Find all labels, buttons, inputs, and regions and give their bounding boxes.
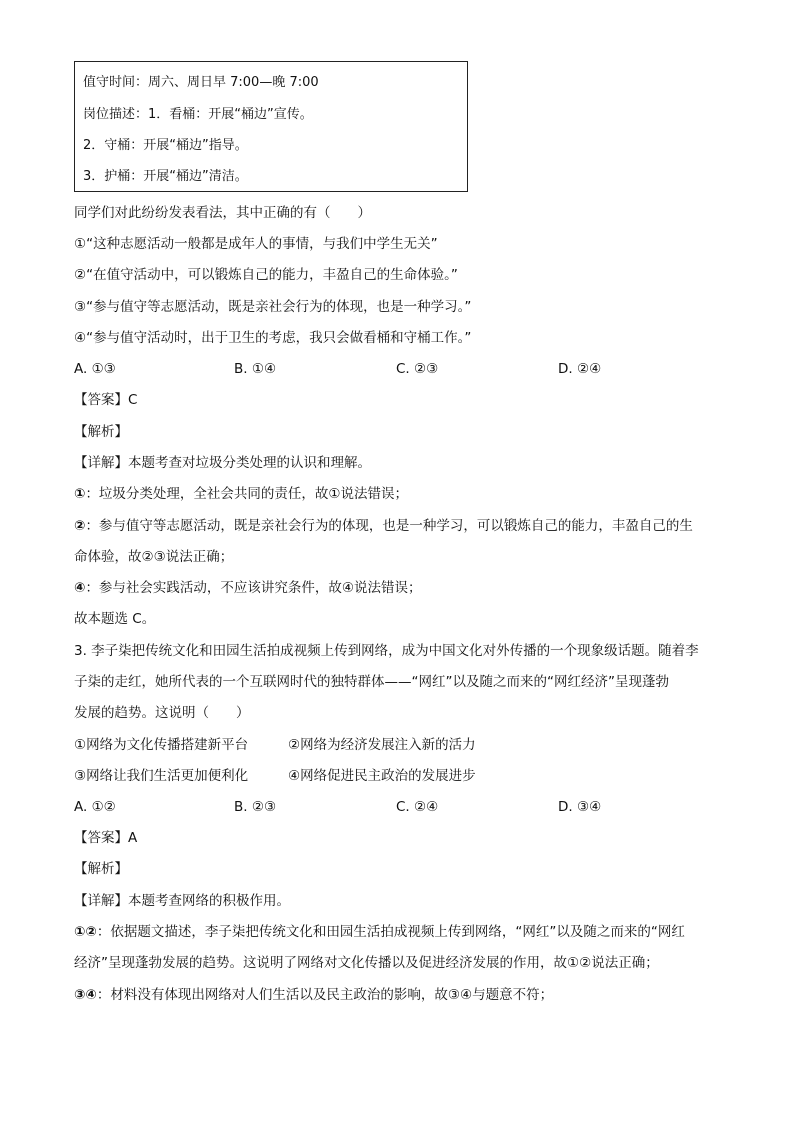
q3-stem-2: 子柒的走红，她所代表的一个互联网时代的独特群体——“网红”以及随之而来的“网红经济”呈现蓬勃 (74, 674, 669, 690)
duty-clean: 3．护桶：开展“桶边”清洁。 (83, 169, 248, 184)
q3-answer: 【答案】A (74, 830, 138, 846)
q2-detail: 【详解】本题考查对垃圾分类处理的认识和理解。 (74, 455, 371, 471)
q2-explain-4-mark: ④ (74, 580, 86, 596)
q3-stem-3: 发展的趋势。这说明（ ） (74, 705, 250, 721)
q2-answer: 【答案】C (74, 392, 138, 408)
duty-time: 值守时间：周六、周日早 7:00—晚 7:00 (83, 75, 319, 90)
q3-option-a: A. ①② (74, 799, 116, 815)
q2-conclusion: 故本题选 C。 (74, 611, 156, 627)
q3-detail: 【详解】本题考查网络的积极作用。 (74, 893, 290, 909)
duty-guard: 2．守桶：开展“桶边”指导。 (83, 138, 248, 153)
duty-info-box (74, 61, 468, 192)
q2-statement-2: ②“在值守活动中，可以锻炼自己的能力，丰盈自己的生命体验。” (74, 267, 458, 283)
q2-explain-1-mark: ① (74, 486, 86, 502)
q2-explain-4-text: ：参与社会实践活动，不应该讲究条件，故④说法错误； (85, 580, 422, 596)
q3-option-d: D. ③④ (558, 799, 602, 815)
q2-explain-1-text: ：垃圾分类处理，全社会共同的责任，故①说法错误； (85, 486, 409, 502)
q3-option-c: C. ②④ (396, 799, 439, 815)
q2-explain-1 (74, 485, 408, 503)
q2-stem: 同学们对此纷纷发表看法，其中正确的有（ ） (74, 205, 371, 221)
q3-explain-2-text: ：材料没有体现出网络对人们生活以及民主政治的影响，故③④与题意不符； (96, 987, 554, 1003)
q2-option-d: D. ②④ (558, 361, 602, 377)
q2-option-b: B. ①④ (234, 361, 277, 377)
q3-explain-1-mark: ①② (74, 924, 97, 940)
q2-analysis-label: 【解析】 (74, 424, 128, 440)
q3-explain-2 (74, 986, 553, 1004)
q3-statement-2: ②网络为经济发展注入新的活力 (288, 737, 476, 753)
q2-explain-2-text: ：参与值守等志愿活动，既是亲社会行为的体现，也是一种学习，可以锻炼自己的能力，丰盈自己的生 (85, 518, 693, 534)
q3-explain-2-mark: ③④ (74, 987, 97, 1003)
q2-option-a: A. ①③ (74, 361, 116, 377)
q2-explain-2-mark: ② (74, 518, 86, 534)
q2-option-c: C. ②③ (396, 361, 439, 377)
q2-explain-2-cont: 命体验，故②③说法正确； (74, 549, 234, 565)
q3-explain-1-text: ：依据题文描述，李子柒把传统文化和田园生活拍成视频上传到网络，“网红”以及随之而来的“网红 (96, 924, 685, 940)
q2-statement-3: ③“参与值守等志愿活动，既是亲社会行为的体现，也是一种学习。” (74, 299, 472, 315)
q2-explain-4 (74, 579, 422, 597)
q3-option-b: B. ②③ (234, 799, 277, 815)
q3-stem-1: 3. 李子柒把传统文化和田园生活拍成视频上传到网络，成为中国文化对外传播的一个现象级话题。随着李 (74, 643, 699, 659)
q3-statement-4: ④网络促进民主政治的发展进步 (288, 768, 476, 784)
q3-statement-1: ①网络为文化传播搭建新平台 (74, 737, 249, 753)
q2-statement-4: ④“参与值守活动时，出于卫生的考虑，我只会做看桶和守桶工作。” (74, 330, 472, 346)
q3-explain-1 (74, 923, 685, 941)
q3-analysis-label: 【解析】 (74, 861, 128, 877)
duty-description: 岗位描述：1．看桶：开展“桶边”宣传。 (83, 107, 313, 122)
q2-explain-2 (74, 517, 693, 535)
q3-statement-3: ③网络让我们生活更加便利化 (74, 768, 249, 784)
q2-statement-1: ①“这种志愿活动一般都是成年人的事情，与我们中学生无关” (74, 236, 438, 252)
q3-explain-1-cont: 经济”呈现蓬勃发展的趋势。这说明了网络对文化传播以及促进经济发展的作用，故①②说法正确； (74, 955, 659, 971)
